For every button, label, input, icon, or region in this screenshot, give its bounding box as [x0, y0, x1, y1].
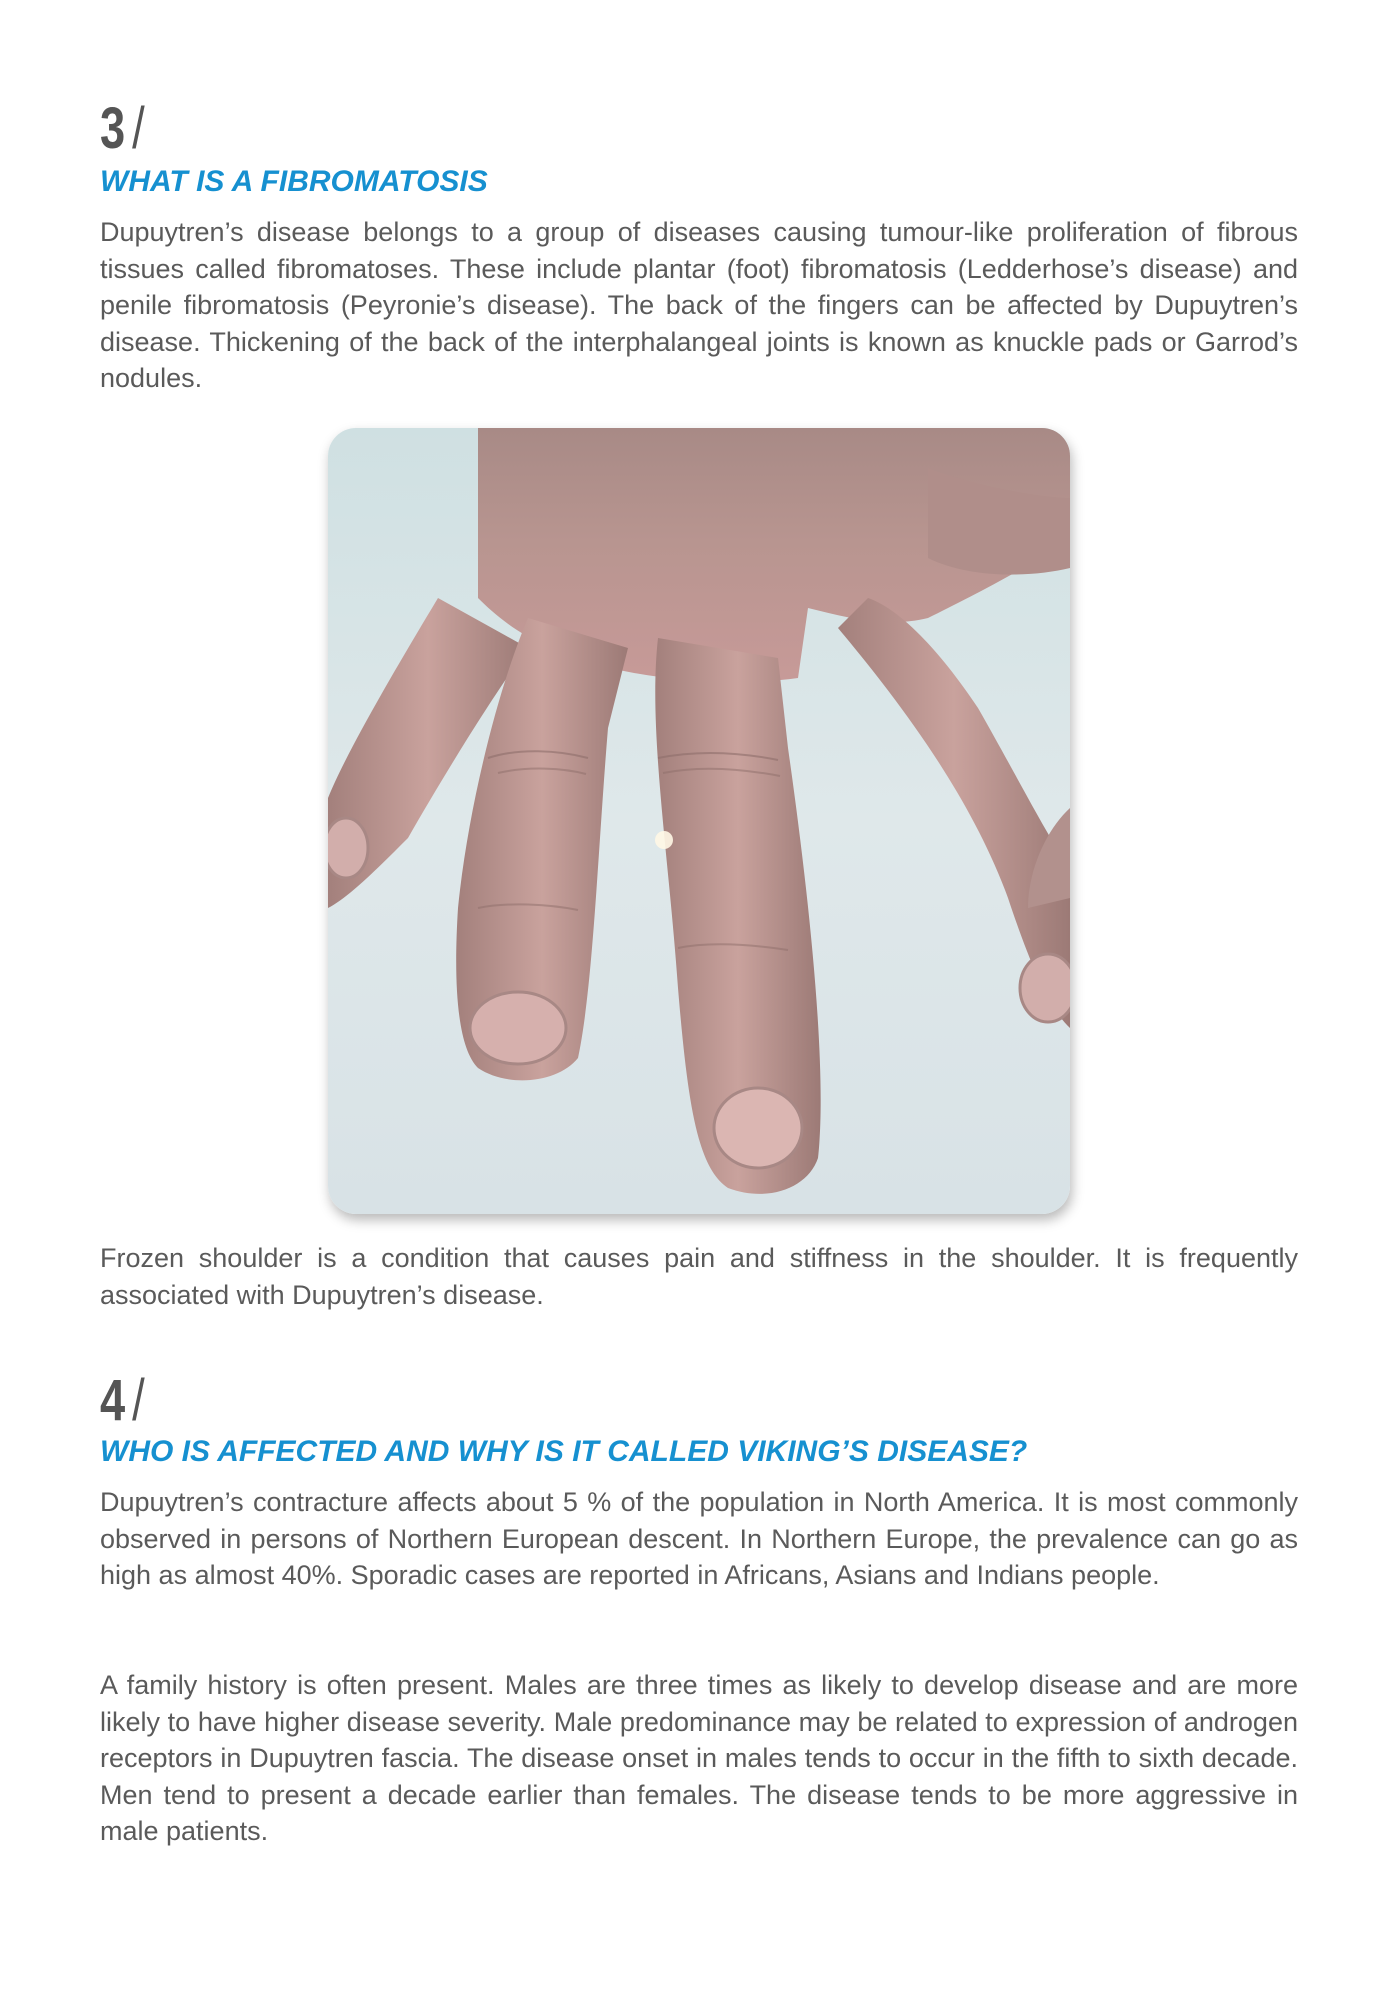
section-4-number-slash: / [132, 1368, 146, 1433]
section-3-paragraph: Dupuytren’s disease belongs to a group of diseases causing tumour-like proliferation of fibrous tissues called fibromatoses. These include plantar (foot) fibromatosis (Ledderhose’s disease) and penile fibromatosis (Peyronie’s disease). The back of the fingers can be affected by Dupuytren’s disease. Thickening of the back of the interphalangeal joints is known as knuckle pads or Garrod’s nodules. [100, 217, 1298, 393]
photo-caption-paragraph: Frozen shoulder is a condition that causes pain and stiffness in the shoulder. It is frequently associated with Dupuytren’s disease. [100, 1243, 1298, 1310]
section-4-number-digit: 4 [100, 1368, 126, 1433]
section-4-number [100, 1368, 146, 1433]
section-4-paragraph-1: Dupuytren’s contracture affects about 5 % of the population in North America. It is most commonly observed in persons of Northern European descent. In Northern Europe, the prevalence can go as high as almost 40%. Sporadic cases are reported in Africans, Asians and Indians people. [100, 1487, 1298, 1590]
hand-photo [328, 428, 1070, 1214]
section-3-number-slash: / [132, 96, 146, 161]
section-3-number [100, 96, 146, 161]
section-3-number-digit: 3 [100, 96, 126, 161]
section-4-title: WHO IS AFFECTED AND WHY IS IT CALLED VIKING’S DISEASE? [100, 1435, 1028, 1468]
section-4-paragraph-2: A family history is often present. Males are three times as likely to develop disease and are more likely to have higher disease severity. Male predominance may be related to expression of androgen receptors in Dupuytren fascia. The disease onset in males tends to occur in the fifth to sixth decade. Men tend to present a decade earlier than females. The disease tends to be more aggressive in male patients. [100, 1670, 1298, 1846]
section-3-title: WHAT IS A FIBROMATOSIS [100, 165, 488, 198]
